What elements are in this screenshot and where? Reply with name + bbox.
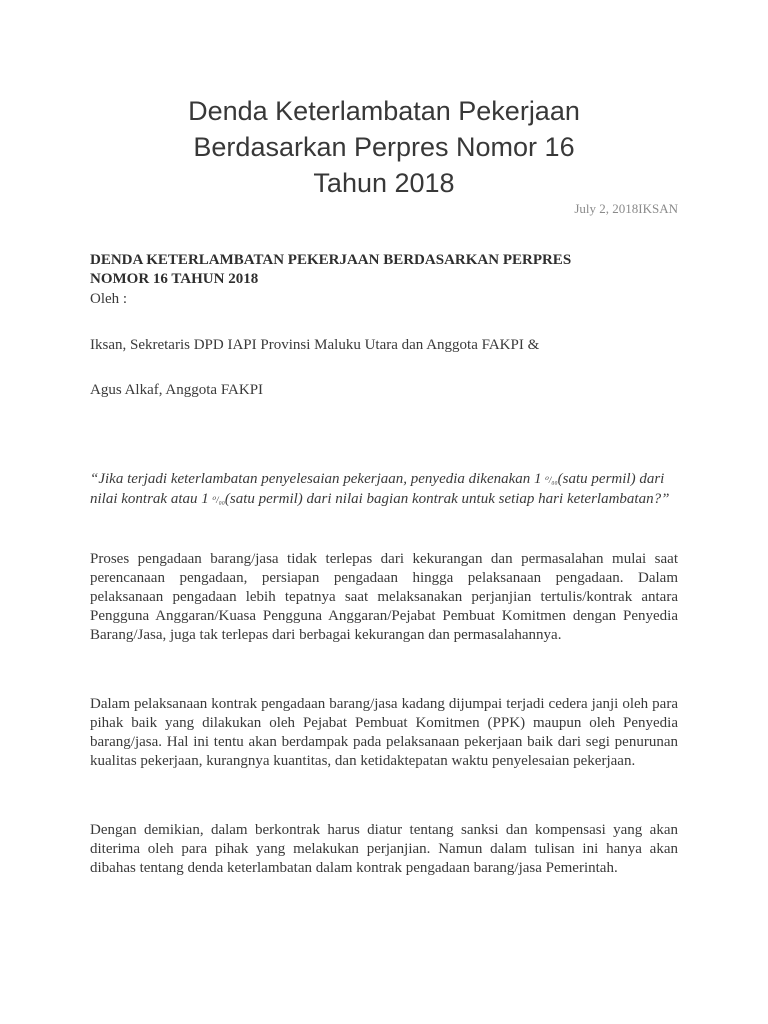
oleh-label: Oleh : bbox=[90, 291, 128, 307]
quote-paragraph bbox=[90, 470, 678, 510]
author-line-2: Agus Alkaf, Anggota FAKPI bbox=[90, 382, 264, 398]
article-title bbox=[90, 93, 678, 201]
permil-fraction: ⁰/₀₀ bbox=[545, 475, 558, 485]
permil-fraction: ⁰/₀₀ bbox=[212, 495, 225, 505]
heading-line: DENDA KETERLAMBATAN PEKERJAAN BERDASARKAN PERPRES bbox=[90, 252, 572, 268]
quote-text: “Jika terjadi keterlambatan penyelesaian pekerjaan, penyedia dikenakan 1 bbox=[90, 471, 546, 487]
quote-text: (satu permil) dari nilai kontrak atau 1 bbox=[90, 471, 665, 507]
title-line: Berdasarkan Perpres Nomor 16 bbox=[193, 132, 575, 162]
post-meta: July 2, 2018IKSAN bbox=[574, 201, 678, 216]
quote-text: (satu permil) dari nilai bagian kontrak untuk setiap hari keterlambatan?” bbox=[224, 491, 670, 507]
heading-line: NOMOR 16 TAHUN 2018 bbox=[90, 271, 259, 287]
section-heading bbox=[90, 251, 678, 289]
body-paragraph-1: Proses pengadaan barang/jasa tidak terlepas dari kekurangan dan permasalahan mulai saat perencanaan pengadaan, persiapan pengadaan hingga pelaksanaan pengadaan. Dalam pelaksanaan pengadaan lebih tepatnya saat melaksanakan perjanjian tertulis/kontrak antara Pengguna Anggaran/Kuasa Pengguna Anggaran/Pejabat Pembuat Komitmen dengan Penyedia Barang/Jasa, juga tak terlepas dari berbagai kekurangan dan permasalahannya. bbox=[90, 551, 678, 643]
author-line-1: Iksan, Sekretaris DPD IAPI Provinsi Maluku Utara dan Anggota FAKPI & bbox=[90, 337, 540, 353]
body-paragraph-3: Dengan demikian, dalam berkontrak harus diatur tentang sanksi dan kompensasi yang akan diterima oleh para pihak yang melakukan perjanjian. Namun dalam tulisan ini hanya akan dibahas tentang denda keterlambatan dalam kontrak pengadaan barang/jasa Pemerintah. bbox=[90, 822, 678, 876]
title-line: Tahun 2018 bbox=[313, 168, 455, 198]
title-line: Denda Keterlambatan Pekerjaan bbox=[188, 96, 580, 126]
body-paragraph-2: Dalam pelaksanaan kontrak pengadaan barang/jasa kadang dijumpai terjadi cedera janji oleh para pihak baik yang dilakukan oleh Pejabat Pembuat Komitmen (PPK) maupun oleh Penyedia barang/jasa. Hal ini tentu akan berdampak pada pelaksanaan pekerjaan baik dari segi penurunan kualitas pekerjaan, kurangnya kuantitas, dan ketidaktepatan waktu penyelesaian pekerjaan. bbox=[90, 696, 678, 769]
